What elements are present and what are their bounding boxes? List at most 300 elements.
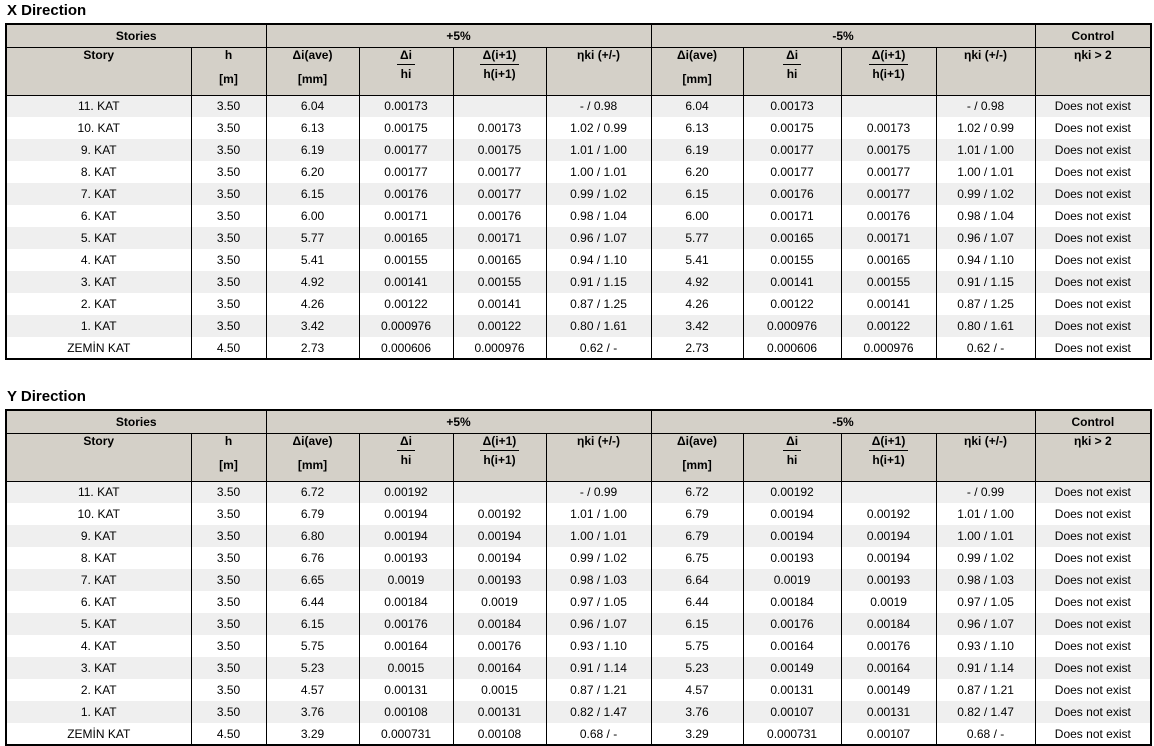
plus-delta-ave-cell: 4.26 [266, 293, 359, 315]
height-cell: 3.50 [191, 205, 266, 227]
table-row [6, 205, 1151, 227]
story-cell: 11. KAT [6, 481, 191, 503]
table-row [6, 569, 1151, 591]
story-cell: 5. KAT [6, 613, 191, 635]
minus-delta-ave-cell: 6.79 [651, 525, 743, 547]
table-row [6, 293, 1151, 315]
plus-drift-ratio-column-header: $\frac{\Delta i}{hi}$ [359, 47, 453, 95]
plus5-group-header: +5% [266, 24, 651, 47]
story-cell: ZEMİN KAT [6, 723, 191, 745]
story-cell: ZEMİN KAT [6, 337, 191, 359]
story-cell: 2. KAT [6, 293, 191, 315]
height-column-header: h [m] [191, 433, 266, 481]
story-cell: 9. KAT [6, 139, 191, 161]
plus-upper-drift-ratio-cell: 0.00177 [453, 183, 546, 205]
minus-delta-ave-cell: 6.64 [651, 569, 743, 591]
plus-delta-ave-column-header: Δi(ave) [mm] [266, 47, 359, 95]
plus5-group-header: +5% [266, 410, 651, 433]
minus-drift-ratio-column-header: $\frac{\Delta i}{hi}$ [743, 433, 841, 481]
minus-delta-ave-cell: 6.44 [651, 591, 743, 613]
minus-upper-drift-ratio-cell: 0.00107 [841, 723, 936, 745]
minus-upper-drift-ratio-cell: 0.00171 [841, 227, 936, 249]
minus-upper-drift-ratio-column-header: $\frac{\Delta(i+1)}{h(i+1)}$ [841, 47, 936, 95]
height-cell: 4.50 [191, 337, 266, 359]
minus-upper-drift-ratio-cell: 0.00141 [841, 293, 936, 315]
story-cell: 9. KAT [6, 525, 191, 547]
table-row [6, 337, 1151, 359]
minus-drift-ratio-cell: 0.00122 [743, 293, 841, 315]
table-row [6, 547, 1151, 569]
height-cell: 3.50 [191, 161, 266, 183]
plus-delta-ave-cell: 6.00 [266, 205, 359, 227]
plus-upper-drift-ratio-cell: 0.000976 [453, 337, 546, 359]
plus-drift-ratio-cell: 0.00193 [359, 547, 453, 569]
story-cell: 1. KAT [6, 315, 191, 337]
plus-drift-ratio-cell: 0.00184 [359, 591, 453, 613]
minus-upper-drift-ratio-cell: 0.000976 [841, 337, 936, 359]
control-cell: Does not exist [1035, 547, 1151, 569]
control-cell: Does not exist [1035, 701, 1151, 723]
control-cell: Does not exist [1035, 227, 1151, 249]
minus-drift-ratio-cell: 0.00177 [743, 139, 841, 161]
control-cell: Does not exist [1035, 337, 1151, 359]
minus-drift-ratio-cell: 0.00194 [743, 525, 841, 547]
minus-upper-drift-ratio-cell: 0.00192 [841, 503, 936, 525]
minus-eta-cell: 1.02 / 0.99 [936, 117, 1035, 139]
height-cell: 3.50 [191, 271, 266, 293]
minus-delta-ave-cell: 6.15 [651, 183, 743, 205]
plus-delta-ave-cell: 3.29 [266, 723, 359, 745]
height-cell: 3.50 [191, 315, 266, 337]
plus-delta-ave-cell: 6.44 [266, 591, 359, 613]
height-cell: 3.50 [191, 503, 266, 525]
plus-drift-ratio-cell: 0.00177 [359, 139, 453, 161]
plus-upper-drift-ratio-cell [453, 481, 546, 503]
plus-eta-cell: 0.99 / 1.02 [546, 183, 651, 205]
plus-eta-cell: 0.82 / 1.47 [546, 701, 651, 723]
control-column-header: ηki > 2 [1035, 433, 1151, 481]
group-header-row [6, 410, 1151, 433]
minus5-group-header: -5% [651, 24, 1035, 47]
plus-eta-cell: 0.94 / 1.10 [546, 249, 651, 271]
minus-upper-drift-ratio-cell: 0.00131 [841, 701, 936, 723]
plus-upper-drift-ratio-column-header: $\frac{\Delta(i+1)}{h(i+1)}$ [453, 47, 546, 95]
minus-eta-cell: 1.01 / 1.00 [936, 139, 1035, 161]
plus-upper-drift-ratio-column-header: $\frac{\Delta(i+1)}{h(i+1)}$ [453, 433, 546, 481]
control-cell: Does not exist [1035, 591, 1151, 613]
minus-delta-ave-cell: 6.72 [651, 481, 743, 503]
plus-eta-cell: 1.00 / 1.01 [546, 161, 651, 183]
plus-drift-ratio-cell: 0.0015 [359, 657, 453, 679]
plus-drift-ratio-cell: 0.00176 [359, 613, 453, 635]
story-cell: 5. KAT [6, 227, 191, 249]
plus-delta-ave-cell: 4.92 [266, 271, 359, 293]
minus-upper-drift-ratio-cell: 0.00194 [841, 525, 936, 547]
plus-delta-ave-cell: 4.57 [266, 679, 359, 701]
minus-drift-ratio-cell: 0.00177 [743, 161, 841, 183]
table-row [6, 481, 1151, 503]
minus-drift-ratio-cell: 0.00176 [743, 183, 841, 205]
minus-eta-cell: 0.91 / 1.15 [936, 271, 1035, 293]
minus-delta-ave-column-header: Δi(ave) [mm] [651, 433, 743, 481]
table-row [6, 117, 1151, 139]
minus-delta-ave-cell: 6.04 [651, 95, 743, 117]
plus-drift-ratio-cell: 0.00177 [359, 161, 453, 183]
plus-delta-ave-cell: 2.73 [266, 337, 359, 359]
minus-upper-drift-ratio-cell: 0.00176 [841, 635, 936, 657]
minus-drift-ratio-cell: 0.00192 [743, 481, 841, 503]
plus-eta-cell: 0.96 / 1.07 [546, 613, 651, 635]
plus-delta-ave-cell: 3.76 [266, 701, 359, 723]
height-cell: 3.50 [191, 591, 266, 613]
minus-delta-ave-cell: 4.26 [651, 293, 743, 315]
control-cell: Does not exist [1035, 271, 1151, 293]
control-cell: Does not exist [1035, 723, 1151, 745]
minus-upper-drift-ratio-cell: 0.00149 [841, 679, 936, 701]
height-cell: 3.50 [191, 183, 266, 205]
control-column-header: ηki > 2 [1035, 47, 1151, 95]
plus-upper-drift-ratio-cell: 0.00194 [453, 547, 546, 569]
minus-delta-ave-cell: 6.00 [651, 205, 743, 227]
minus-delta-ave-cell: 6.20 [651, 161, 743, 183]
minus-eta-cell: 0.94 / 1.10 [936, 249, 1035, 271]
minus-upper-drift-ratio-cell: 0.00177 [841, 183, 936, 205]
minus-upper-drift-ratio-cell: 0.00175 [841, 139, 936, 161]
minus-upper-drift-ratio-cell: 0.00164 [841, 657, 936, 679]
minus-upper-drift-ratio-cell: 0.00173 [841, 117, 936, 139]
control-cell: Does not exist [1035, 161, 1151, 183]
minus-upper-drift-ratio-cell: 0.00193 [841, 569, 936, 591]
minus-eta-cell: 0.62 / - [936, 337, 1035, 359]
plus-upper-drift-ratio-cell: 0.00122 [453, 315, 546, 337]
minus-drift-ratio-cell: 0.00193 [743, 547, 841, 569]
plus-eta-cell: 0.98 / 1.04 [546, 205, 651, 227]
minus-drift-ratio-cell: 0.00184 [743, 591, 841, 613]
minus-delta-ave-cell: 4.57 [651, 679, 743, 701]
minus-eta-cell: 0.91 / 1.14 [936, 657, 1035, 679]
plus-eta-column-header: ηki (+/-) [546, 433, 651, 481]
plus-upper-drift-ratio-cell: 0.0015 [453, 679, 546, 701]
plus-upper-drift-ratio-cell [453, 95, 546, 117]
plus-eta-cell: 0.99 / 1.02 [546, 547, 651, 569]
plus-eta-cell: - / 0.99 [546, 481, 651, 503]
story-cell: 4. KAT [6, 249, 191, 271]
plus-drift-ratio-cell: 0.00175 [359, 117, 453, 139]
stories-group-header: Stories [6, 24, 266, 47]
plus-drift-ratio-cell: 0.00165 [359, 227, 453, 249]
minus-delta-ave-cell: 5.75 [651, 635, 743, 657]
minus-eta-cell: 0.99 / 1.02 [936, 547, 1035, 569]
plus-drift-ratio-cell: 0.00131 [359, 679, 453, 701]
plus-eta-cell: 0.62 / - [546, 337, 651, 359]
minus-upper-drift-ratio-cell [841, 95, 936, 117]
minus-eta-cell: 1.00 / 1.01 [936, 525, 1035, 547]
minus-eta-cell: - / 0.98 [936, 95, 1035, 117]
plus-drift-ratio-cell: 0.00108 [359, 701, 453, 723]
plus-delta-ave-cell: 6.76 [266, 547, 359, 569]
story-cell: 7. KAT [6, 569, 191, 591]
stories-group-header: Stories [6, 410, 266, 433]
minus-delta-ave-cell: 3.76 [651, 701, 743, 723]
height-column-header: h [m] [191, 47, 266, 95]
plus-delta-ave-cell: 6.15 [266, 613, 359, 635]
minus-upper-drift-ratio-cell: 0.00184 [841, 613, 936, 635]
plus-upper-drift-ratio-cell: 0.0019 [453, 591, 546, 613]
plus-upper-drift-ratio-cell: 0.00177 [453, 161, 546, 183]
plus-eta-cell: 0.80 / 1.61 [546, 315, 651, 337]
plus-delta-ave-cell: 6.20 [266, 161, 359, 183]
control-cell: Does not exist [1035, 657, 1151, 679]
minus-upper-drift-ratio-column-header: $\frac{\Delta(i+1)}{h(i+1)}$ [841, 433, 936, 481]
control-cell: Does not exist [1035, 183, 1151, 205]
plus-drift-ratio-cell: 0.000976 [359, 315, 453, 337]
plus-delta-ave-cell: 3.42 [266, 315, 359, 337]
minus-eta-cell: 0.98 / 1.04 [936, 205, 1035, 227]
plus-delta-ave-cell: 6.65 [266, 569, 359, 591]
height-cell: 3.50 [191, 635, 266, 657]
minus-drift-ratio-cell: 0.00165 [743, 227, 841, 249]
minus-delta-ave-cell: 2.73 [651, 337, 743, 359]
plus-delta-ave-cell: 5.23 [266, 657, 359, 679]
height-cell: 3.50 [191, 701, 266, 723]
plus-upper-drift-ratio-cell: 0.00155 [453, 271, 546, 293]
plus-upper-drift-ratio-cell: 0.00108 [453, 723, 546, 745]
minus-upper-drift-ratio-cell: 0.00165 [841, 249, 936, 271]
minus-delta-ave-cell: 5.23 [651, 657, 743, 679]
plus-drift-ratio-cell: 0.0019 [359, 569, 453, 591]
height-cell: 3.50 [191, 95, 266, 117]
minus-drift-ratio-cell: 0.00141 [743, 271, 841, 293]
height-cell: 3.50 [191, 117, 266, 139]
plus-delta-ave-cell: 5.41 [266, 249, 359, 271]
table-row [6, 249, 1151, 271]
control-cell: Does not exist [1035, 117, 1151, 139]
minus-eta-cell: 1.01 / 1.00 [936, 503, 1035, 525]
control-cell: Does not exist [1035, 139, 1151, 161]
group-header-row [6, 24, 1151, 47]
control-cell: Does not exist [1035, 635, 1151, 657]
minus-eta-cell: 0.82 / 1.47 [936, 701, 1035, 723]
control-cell: Does not exist [1035, 95, 1151, 117]
control-cell: Does not exist [1035, 679, 1151, 701]
story-cell: 10. KAT [6, 503, 191, 525]
minus-upper-drift-ratio-cell: 0.00177 [841, 161, 936, 183]
minus-delta-ave-cell: 4.92 [651, 271, 743, 293]
minus-drift-ratio-cell: 0.00155 [743, 249, 841, 271]
minus-eta-cell: 0.68 / - [936, 723, 1035, 745]
plus-eta-cell: - / 0.98 [546, 95, 651, 117]
plus-upper-drift-ratio-cell: 0.00175 [453, 139, 546, 161]
plus-drift-ratio-cell: 0.00122 [359, 293, 453, 315]
plus-eta-cell: 0.97 / 1.05 [546, 591, 651, 613]
minus-drift-ratio-cell: 0.00176 [743, 613, 841, 635]
plus-drift-ratio-cell: 0.00155 [359, 249, 453, 271]
plus-drift-ratio-cell: 0.000606 [359, 337, 453, 359]
minus-upper-drift-ratio-cell: 0.00194 [841, 547, 936, 569]
control-cell: Does not exist [1035, 525, 1151, 547]
story-cell: 3. KAT [6, 657, 191, 679]
plus-eta-cell: 0.87 / 1.25 [546, 293, 651, 315]
minus-eta-cell: 0.96 / 1.07 [936, 613, 1035, 635]
height-cell: 3.50 [191, 613, 266, 635]
control-cell: Does not exist [1035, 569, 1151, 591]
minus-delta-ave-cell: 6.19 [651, 139, 743, 161]
plus-upper-drift-ratio-cell: 0.00176 [453, 205, 546, 227]
control-cell: Does not exist [1035, 315, 1151, 337]
column-header-row [6, 47, 1151, 95]
story-column-header: Story [6, 433, 191, 481]
table-row [6, 95, 1151, 117]
minus-upper-drift-ratio-cell: 0.00122 [841, 315, 936, 337]
plus-drift-ratio-cell: 0.00176 [359, 183, 453, 205]
control-group-header: Control [1035, 410, 1151, 433]
height-cell: 4.50 [191, 723, 266, 745]
y-direction-section [5, 388, 1154, 746]
x-direction-title: X Direction [7, 2, 87, 19]
plus-eta-cell: 1.00 / 1.01 [546, 525, 651, 547]
story-cell: 8. KAT [6, 161, 191, 183]
x-direction-section [5, 2, 1154, 360]
table-row [6, 525, 1151, 547]
minus-upper-drift-ratio-cell: 0.00155 [841, 271, 936, 293]
minus5-group-header: -5% [651, 410, 1035, 433]
plus-eta-cell: 0.96 / 1.07 [546, 227, 651, 249]
plus-delta-ave-cell: 6.04 [266, 95, 359, 117]
table-row [6, 271, 1151, 293]
plus-drift-ratio-cell: 0.00194 [359, 503, 453, 525]
story-cell: 11. KAT [6, 95, 191, 117]
story-cell: 4. KAT [6, 635, 191, 657]
plus-drift-ratio-cell: 0.00171 [359, 205, 453, 227]
table-row [6, 183, 1151, 205]
story-cell: 10. KAT [6, 117, 191, 139]
minus-delta-ave-cell: 3.29 [651, 723, 743, 745]
height-cell: 3.50 [191, 227, 266, 249]
plus-upper-drift-ratio-cell: 0.00165 [453, 249, 546, 271]
minus-eta-cell: 0.87 / 1.25 [936, 293, 1035, 315]
plus-upper-drift-ratio-cell: 0.00131 [453, 701, 546, 723]
height-cell: 3.50 [191, 481, 266, 503]
table-row [6, 139, 1151, 161]
table-row [6, 657, 1151, 679]
plus-eta-cell: 0.68 / - [546, 723, 651, 745]
plus-eta-column-header: ηki (+/-) [546, 47, 651, 95]
x-direction-drift-table [5, 23, 1152, 360]
control-cell: Does not exist [1035, 249, 1151, 271]
plus-upper-drift-ratio-cell: 0.00173 [453, 117, 546, 139]
height-cell: 3.50 [191, 293, 266, 315]
minus-delta-ave-cell: 5.77 [651, 227, 743, 249]
plus-eta-cell: 0.93 / 1.10 [546, 635, 651, 657]
minus-eta-cell: - / 0.99 [936, 481, 1035, 503]
minus-drift-ratio-cell: 0.00171 [743, 205, 841, 227]
plus-upper-drift-ratio-cell: 0.00164 [453, 657, 546, 679]
plus-eta-cell: 0.98 / 1.03 [546, 569, 651, 591]
plus-upper-drift-ratio-cell: 0.00171 [453, 227, 546, 249]
plus-delta-ave-cell: 6.80 [266, 525, 359, 547]
plus-upper-drift-ratio-cell: 0.00192 [453, 503, 546, 525]
plus-delta-ave-cell: 6.19 [266, 139, 359, 161]
minus-delta-ave-cell: 6.79 [651, 503, 743, 525]
story-cell: 6. KAT [6, 591, 191, 613]
plus-upper-drift-ratio-cell: 0.00193 [453, 569, 546, 591]
minus-eta-cell: 0.99 / 1.02 [936, 183, 1035, 205]
plus-delta-ave-cell: 5.75 [266, 635, 359, 657]
table-row [6, 635, 1151, 657]
minus-eta-cell: 1.00 / 1.01 [936, 161, 1035, 183]
y-direction-title: Y Direction [7, 388, 86, 405]
minus-upper-drift-ratio-cell: 0.00176 [841, 205, 936, 227]
control-cell: Does not exist [1035, 205, 1151, 227]
plus-upper-drift-ratio-cell: 0.00176 [453, 635, 546, 657]
plus-delta-ave-column-header: Δi(ave) [mm] [266, 433, 359, 481]
table-row [6, 227, 1151, 249]
height-cell: 3.50 [191, 679, 266, 701]
height-cell: 3.50 [191, 569, 266, 591]
minus-eta-column-header: ηki (+/-) [936, 433, 1035, 481]
height-cell: 3.50 [191, 547, 266, 569]
minus-delta-ave-column-header: Δi(ave) [mm] [651, 47, 743, 95]
minus-delta-ave-cell: 5.41 [651, 249, 743, 271]
story-cell: 8. KAT [6, 547, 191, 569]
minus-upper-drift-ratio-cell [841, 481, 936, 503]
plus-delta-ave-cell: 6.79 [266, 503, 359, 525]
table-row [6, 591, 1151, 613]
plus-drift-ratio-cell: 0.00194 [359, 525, 453, 547]
minus-eta-cell: 0.96 / 1.07 [936, 227, 1035, 249]
story-column-header: Story [6, 47, 191, 95]
minus-eta-column-header: ηki (+/-) [936, 47, 1035, 95]
plus-delta-ave-cell: 6.15 [266, 183, 359, 205]
plus-eta-cell: 1.01 / 1.00 [546, 139, 651, 161]
table-row [6, 679, 1151, 701]
minus-delta-ave-cell: 6.13 [651, 117, 743, 139]
plus-drift-ratio-cell: 0.00192 [359, 481, 453, 503]
table-row [6, 503, 1151, 525]
minus-drift-ratio-cell: 0.00149 [743, 657, 841, 679]
story-cell: 3. KAT [6, 271, 191, 293]
minus-eta-cell: 0.98 / 1.03 [936, 569, 1035, 591]
plus-delta-ave-cell: 5.77 [266, 227, 359, 249]
y-direction-drift-table [5, 409, 1152, 746]
minus-drift-ratio-cell: 0.00107 [743, 701, 841, 723]
plus-drift-ratio-cell: 0.00164 [359, 635, 453, 657]
table-row [6, 613, 1151, 635]
column-header-row [6, 433, 1151, 481]
height-cell: 3.50 [191, 525, 266, 547]
minus-eta-cell: 0.87 / 1.21 [936, 679, 1035, 701]
plus-delta-ave-cell: 6.13 [266, 117, 359, 139]
story-cell: 1. KAT [6, 701, 191, 723]
story-cell: 7. KAT [6, 183, 191, 205]
height-cell: 3.50 [191, 249, 266, 271]
plus-drift-ratio-cell: 0.000731 [359, 723, 453, 745]
plus-drift-ratio-column-header: $\frac{\Delta i}{hi}$ [359, 433, 453, 481]
minus-drift-ratio-cell: 0.000976 [743, 315, 841, 337]
plus-delta-ave-cell: 6.72 [266, 481, 359, 503]
control-cell: Does not exist [1035, 613, 1151, 635]
minus-drift-ratio-cell: 0.00173 [743, 95, 841, 117]
plus-eta-cell: 1.01 / 1.00 [546, 503, 651, 525]
plus-eta-cell: 0.87 / 1.21 [546, 679, 651, 701]
plus-upper-drift-ratio-cell: 0.00184 [453, 613, 546, 635]
plus-drift-ratio-cell: 0.00141 [359, 271, 453, 293]
minus-drift-ratio-cell: 0.000606 [743, 337, 841, 359]
height-cell: 3.50 [191, 139, 266, 161]
minus-drift-ratio-cell: 0.00194 [743, 503, 841, 525]
plus-eta-cell: 0.91 / 1.14 [546, 657, 651, 679]
plus-eta-cell: 1.02 / 0.99 [546, 117, 651, 139]
